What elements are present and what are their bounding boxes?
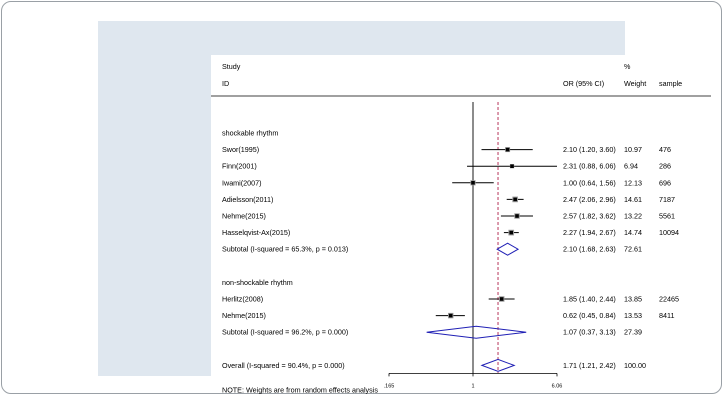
study-weight: 13.22 [624,211,642,221]
study-sample: 8411 [659,311,675,321]
x-tick-label: .165 [383,383,395,390]
study-point [500,297,504,301]
study-ci-text: 2.27 (1.94, 2.67) [563,228,616,238]
study-label: Iwami(2007) [222,178,262,188]
header-sample: sample [659,79,683,88]
study-weight: 10.97 [624,145,642,155]
study-point [510,164,514,168]
study-point [509,231,513,235]
header-percent: % [624,62,631,71]
study-sample: 22465 [659,294,679,304]
study-ci-text: 1.85 (1.40, 2.44) [563,294,616,304]
study-weight: 6.94 [624,161,638,171]
subtotal-label: Subtotal (I-squared = 96.2%, p = 0.000) [222,327,349,337]
study-ci-text: 2.47 (2.06, 2.96) [563,194,616,204]
subtotal-ci-text: 2.10 (1.68, 2.63) [563,244,616,254]
header-study: Study [222,62,241,71]
study-ci-text: 2.10 (1.20, 3.60) [563,145,616,155]
study-sample: 5561 [659,211,675,221]
overall-ci-text: 1.71 (1.21, 2.42) [563,360,616,370]
study-label: Nehme(2015) [222,211,266,221]
study-label: Herlitz(2008) [222,294,264,304]
study-sample: 7187 [659,194,675,204]
subtotal-diamond [497,243,518,255]
study-weight: 13.53 [624,311,642,321]
study-point [515,214,519,218]
study-point [471,181,475,185]
group-label: shockable rhythm [222,128,279,138]
header-id: ID [222,79,230,88]
study-sample: 696 [659,178,671,188]
subtotal-diamond [427,326,527,338]
footnote: NOTE: Weights are from random effects analysis [222,385,378,395]
overall-weight: 100.00 [624,360,646,370]
header-weight: Weight [624,79,647,88]
subtotal-label: Subtotal (I-squared = 65.3%, p = 0.013) [222,244,349,254]
study-sample: 10094 [659,228,679,238]
overall-label: Overall (I-squared = 90.4%, p = 0.000) [222,360,345,370]
study-weight: 12.13 [624,178,642,188]
study-point [513,198,517,202]
subtotal-ci-text: 1.07 (0.37, 3.13) [563,327,616,337]
group-label: non-shockable rhythm [222,277,293,287]
study-label: Swor(1995) [222,145,260,155]
x-tick-label: 6.06 [551,383,563,390]
study-ci-text: 0.62 (0.45, 0.84) [563,311,616,321]
study-weight: 14.74 [624,228,642,238]
study-ci-text: 1.00 (0.64, 1.56) [563,178,616,188]
study-label: Hasselqvist-Ax(2015) [222,228,291,238]
study-sample: 476 [659,145,671,155]
study-label: Adielsson(2011) [222,194,274,204]
subtotal-weight: 27.39 [624,327,642,337]
study-label: Nehme(2015) [222,311,266,321]
forest-plot [211,55,711,395]
header-or-ci: OR (95% CI) [563,79,605,88]
study-ci-text: 2.57 (1.82, 3.62) [563,211,616,221]
x-tick-label: 1 [471,383,475,390]
chart-background [98,21,683,395]
study-sample: 286 [659,161,671,171]
study-weight: 14.61 [624,194,642,204]
plot-area [211,55,711,395]
subtotal-weight: 72.61 [624,244,642,254]
study-ci-text: 2.31 (0.88, 6.06) [563,161,616,171]
study-weight: 13.85 [624,294,642,304]
study-point [506,148,510,152]
study-point [449,314,453,318]
study-label: Finn(2001) [222,161,257,171]
